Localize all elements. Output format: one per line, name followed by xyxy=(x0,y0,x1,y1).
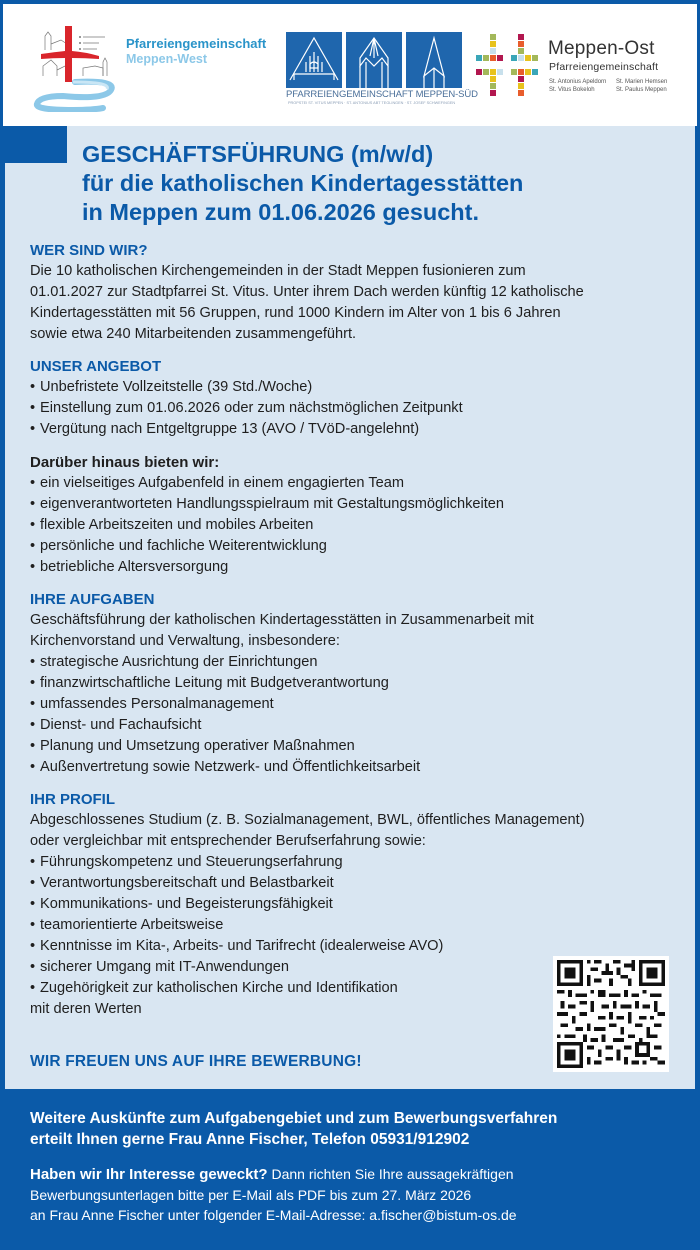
list-item: • Einstellung zum 01.06.2026 oder zum nächstmöglichen Zeitpunkt xyxy=(30,400,463,416)
parish-2: St. Marien Hemsen xyxy=(616,79,668,85)
list-item: • umfassendes Personalmanagement xyxy=(30,696,274,712)
footer-contact xyxy=(30,1108,690,1225)
logo-west-line2: Meppen-West xyxy=(126,52,208,66)
profil-intro-2: oder vergleichbar mit entsprechender Berufserfahrung sowie: xyxy=(30,833,426,849)
job-description xyxy=(30,241,680,1020)
list-item: • persönliche und fachliche Weiterentwicklung xyxy=(30,538,327,554)
title-line-2: für die katholischen Kindertagesstätten xyxy=(82,170,524,196)
heading-ihr-profil: IHR PROFIL xyxy=(30,791,115,808)
church-star-icon xyxy=(346,32,402,88)
list-item: • Zugehörigkeit zur katholischen Kirche und Identifikation xyxy=(30,980,398,996)
wer-line-1: Die 10 katholischen Kirchengemeinden in der Stadt Meppen fusionieren zum xyxy=(30,263,526,279)
logo-west-line1: Pfarreiengemeinschaft xyxy=(126,36,267,51)
logo-meppen-sued xyxy=(286,32,478,122)
list-item: • betriebliche Altersversorgung xyxy=(30,559,229,575)
list-item: • Planung und Umsetzung operativer Maßnahmen xyxy=(30,738,355,754)
aufgaben-list xyxy=(30,652,680,778)
info-line-1: Weitere Auskünfte zum Aufgabengebiet und zum Bewerbungsverfahren xyxy=(30,1110,558,1127)
logo-meppen-west xyxy=(33,22,273,112)
list-item: • Verantwortungsbereitschaft und Belastbarkeit xyxy=(30,875,334,891)
parish-3: St. Vitus Bokeloh xyxy=(549,87,595,93)
wer-line-2: 01.01.2027 zur Stadtpfarrei St. Vitus. Unter ihrem Dach werden künftig 12 katholische xyxy=(30,284,584,300)
logo-meppen-ost xyxy=(476,34,696,104)
apply-strong: Haben wir Ihr Interesse geweckt? xyxy=(30,1166,268,1183)
job-title xyxy=(82,140,682,227)
logo-sued-subtitle: PROPSTEI ST. VITUS MEPPEN · ST. ANTONIUS ABT TEGLINGEN · ST. JOSEF SCHWEFINGEN xyxy=(288,101,456,105)
parish-1: St. Antonius Apeldorn xyxy=(549,79,607,85)
list-item: • Führungskompetenz und Steuerungserfahrung xyxy=(30,854,343,870)
aufgaben-intro-1: Geschäftsführung der katholischen Kindertagesstätten in Zusammenarbeit mit xyxy=(30,612,534,628)
email-link[interactable]: a.fischer@bistum-os.de xyxy=(369,1207,517,1223)
wer-line-4: sowie etwa 240 Mitarbeitenden zusammengeführt. xyxy=(30,326,357,342)
meppen-west-cross-river-icon xyxy=(33,22,123,112)
list-item: • eigenverantworteten Handlungsspielraum mit Gestaltungsmöglichkeiten xyxy=(30,496,505,512)
logo-ost-line1: Meppen-Ost xyxy=(548,38,655,59)
list-item: • finanzwirtschaftliche Leitung mit Budgetverantwortung xyxy=(30,675,389,691)
apply-text xyxy=(30,1164,690,1225)
qr-code[interactable] xyxy=(553,956,669,1072)
apply-rest: Dann richten Sie Ihre aussagekräftigen xyxy=(267,1166,514,1182)
title-line-1: GESCHÄFTSFÜHRUNG (m/w/d) xyxy=(82,141,434,167)
church-roof-icon xyxy=(286,32,342,88)
list-item: • Kommunikations- und Begeisterungsfähigkeit xyxy=(30,896,333,912)
title-line-3: in Meppen zum 01.06.2026 gesucht. xyxy=(82,199,480,225)
list-item: • sicherer Umgang mit IT-Anwendungen xyxy=(30,959,290,975)
list-item: • ein vielseitiges Aufgabenfeld in einem engagierten Team xyxy=(30,475,405,491)
mosaic-cross-icon xyxy=(476,34,540,98)
list-item: • flexible Arbeitszeiten und mobiles Arbeiten xyxy=(30,517,314,533)
apply-line-2: Bewerbungsunterlagen bitte per E-Mail als PDF bis zum 27. März 2026 xyxy=(30,1187,472,1203)
list-item: • strategische Ausrichtung der Einrichtungen xyxy=(30,654,318,670)
closing-call-to-action: WIR FREUEN UNS AUF IHRE BEWERBUNG! xyxy=(30,1053,362,1070)
angebot-list xyxy=(30,377,680,440)
list-item: • Dienst- und Fachaufsicht xyxy=(30,717,202,733)
list-item-continuation: mit deren Werten xyxy=(30,1001,142,1017)
logo-sued-title: PFARREIENGEMEINSCHAFT MEPPEN-SÜD xyxy=(286,89,478,100)
parish-4: St. Paulus Meppen xyxy=(616,87,667,93)
aufgaben-intro-2: Kirchenvorstand und Verwaltung, insbesondere: xyxy=(30,633,340,649)
logo-ost-line2: Pfarreiengemeinschaft xyxy=(549,61,659,73)
list-item: • Kenntnisse im Kita-, Arbeits- und Tarifrecht (idealerweise AVO) xyxy=(30,938,444,954)
profil-intro-1: Abgeschlossenes Studium (z. B. Sozialmanagement, BWL, öffentliches Management) xyxy=(30,812,585,828)
heading-unser-angebot: UNSER ANGEBOT xyxy=(30,358,162,375)
church-spire-icon xyxy=(406,32,462,88)
list-item: • Unbefristete Vollzeitstelle (39 Std./Woche) xyxy=(30,379,313,395)
extra-benefits-list xyxy=(30,473,680,578)
apply-line-3: an Frau Anne Fischer unter folgender E-Mail-Adresse: xyxy=(30,1207,370,1223)
heading-ihre-aufgaben: IHRE AUFGABEN xyxy=(30,591,155,608)
wer-line-3: Kindertagesstätten mit 56 Gruppen, rund 1000 Kindern im Alter von 1 bis 6 Jahren xyxy=(30,305,561,321)
list-item: • Außenvertretung sowie Netzwerk- und Öffentlichkeitsarbeit xyxy=(30,759,421,775)
header-logos xyxy=(3,4,697,126)
heading-wer-sind-wir: WER SIND WIR? xyxy=(30,242,148,259)
accent-block xyxy=(0,126,67,163)
qr-code-icon xyxy=(557,960,665,1068)
church-tiles xyxy=(286,32,462,88)
info-line-2: erteilt Ihnen gerne Frau Anne Fischer, Telefon 05931/912902 xyxy=(30,1131,470,1148)
list-item: • Vergütung nach Entgeltgruppe 13 (AVO / TVöD-angelehnt) xyxy=(30,421,420,437)
list-item: • teamorientierte Arbeitsweise xyxy=(30,917,224,933)
heading-darueber-hinaus: Darüber hinaus bieten wir: xyxy=(30,454,220,471)
